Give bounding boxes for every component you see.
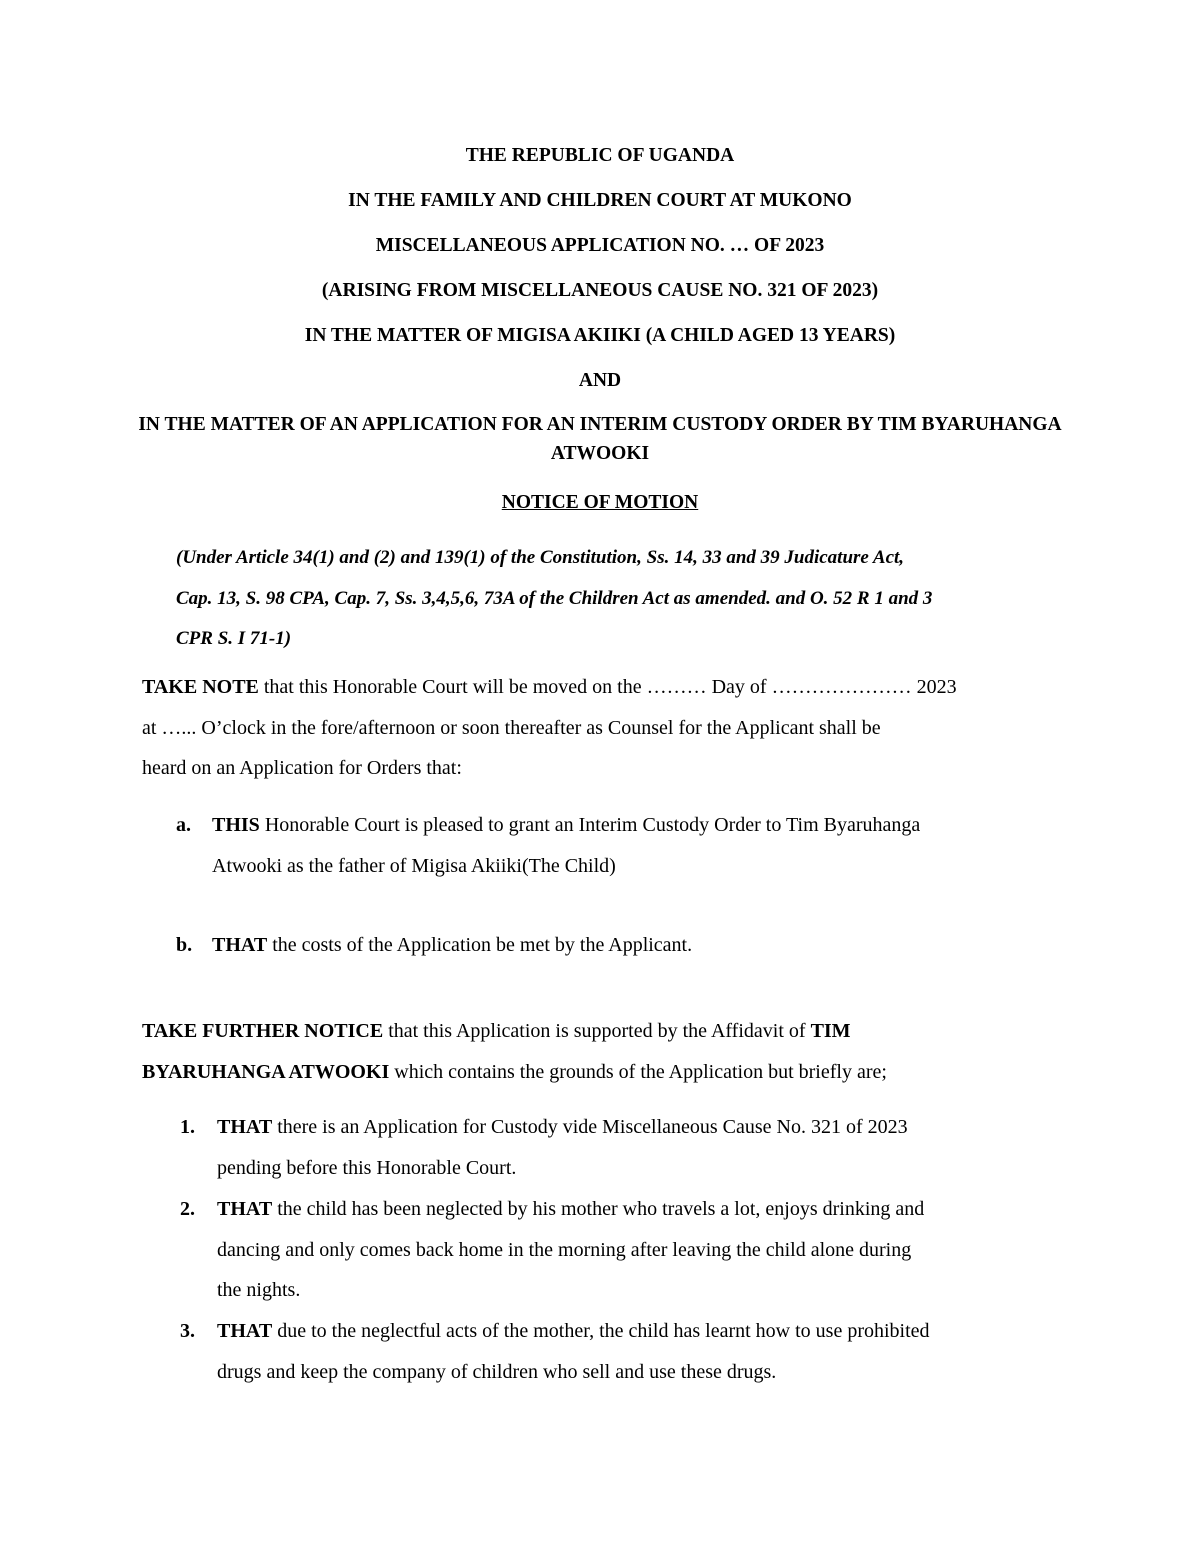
ground-line-1 (217, 1107, 1070, 1148)
ground-line-1 (217, 1311, 1070, 1352)
ground-content (217, 1107, 1070, 1188)
ground-marker: 3. (180, 1320, 195, 1342)
order-text-1: Honorable Court is pleased to grant an Interim Custody Order to Tim Byaruhanga (259, 814, 921, 836)
order-content (212, 925, 1066, 966)
ground-line-1 (217, 1189, 1070, 1230)
ground-line-2: drugs and keep the company of children who sell and use these drugs. (217, 1360, 777, 1383)
order-item-b (176, 925, 1066, 966)
further-notice-lead: TAKE FURTHER NOTICE (142, 1020, 384, 1042)
applicant-name-part-1: TIM (810, 1020, 851, 1042)
ground-marker: 1. (180, 1116, 195, 1138)
ground-lead: THAT (217, 1198, 273, 1220)
take-note-paragraph (142, 667, 1062, 789)
further-notice-text-1: that this Application is supported by the Affidavit of (383, 1020, 811, 1042)
order-text-1: the costs of the Application be met by the Applicant. (267, 934, 693, 956)
take-note-text-1: that this Honorable Court will be moved on the ……… Day of ………………… 2023 (258, 676, 957, 698)
ground-content (217, 1311, 1070, 1392)
applicant-name-part-2: BYARUHANGA ATWOOKI (142, 1060, 390, 1083)
order-marker: b. (176, 934, 193, 956)
ground-lead: THAT (217, 1320, 273, 1342)
ground-text-1: due to the neglectful acts of the mother, the child has learnt how to use prohibited (272, 1320, 930, 1342)
further-notice-line-1 (142, 1011, 1062, 1052)
header-application-no: MISCELLANEOUS APPLICATION NO. … OF 2023 (375, 235, 825, 256)
header-republic: THE REPUBLIC OF UGANDA (465, 145, 735, 166)
header-court: IN THE FAMILY AND CHILDREN COURT AT MUKONO (348, 190, 852, 211)
ground-line-2: pending before this Honorable Court. (217, 1156, 517, 1179)
order-item-a (176, 805, 1066, 886)
order-lead: THAT (212, 934, 268, 956)
authority-line-1: (Under Article 34(1) and (2) and 139(1) of the Constitution, Ss. 14, 33 and 39 Judicature Act, (176, 547, 905, 568)
take-note-line-1 (142, 667, 1062, 708)
ground-line-3: the nights. (217, 1279, 301, 1301)
ground-item-2 (180, 1189, 1070, 1311)
ground-lead: THAT (217, 1116, 273, 1138)
ground-text-1: the child has been neglected by his mother who travels a lot, enjoys drinking and (272, 1198, 925, 1220)
ground-marker: 2. (180, 1198, 195, 1220)
order-line-2: Atwooki as the father of Migisa Akiiki(The Child) (212, 854, 616, 877)
header-matter-child: IN THE MATTER OF MIGISA AKIIKI (A CHILD AGED 13 YEARS) (304, 325, 896, 346)
take-note-line-2: at …... O’clock in the fore/afternoon or soon thereafter as Counsel for the Applicant shall be (142, 716, 881, 739)
further-notice-paragraph (142, 1011, 1062, 1092)
authority-line-3: CPR S. I 71-1) (176, 628, 292, 649)
order-content (212, 805, 1066, 886)
ground-line-2: dancing and only comes back home in the morning after leaving the child alone during (217, 1238, 912, 1261)
order-line-1 (212, 925, 1066, 966)
further-notice-line-2 (142, 1052, 1062, 1093)
order-marker: a. (176, 814, 191, 836)
authority-citation (176, 538, 1076, 660)
take-note-line-3: heard on an Application for Orders that: (142, 757, 462, 779)
ground-content (217, 1189, 1070, 1311)
authority-line-2: Cap. 13, S. 98 CPA, Cap. 7, Ss. 3,4,5,6, 73A of the Children Act as amended. and O. 52 R 1 and 3 (176, 587, 933, 609)
further-notice-text-2: which contains the grounds of the Application but briefly are; (389, 1060, 887, 1083)
header-arising-from: (ARISING FROM MISCELLANEOUS CAUSE NO. 321 OF 2023) (321, 280, 879, 301)
header-and: AND (578, 370, 622, 391)
ground-item-1 (180, 1107, 1070, 1188)
order-line-1 (212, 805, 1066, 846)
header-matter-application: IN THE MATTER OF AN APPLICATION FOR AN INTERIM CUSTODY ORDER BY TIM BYARUHANGA ATWOOKI (138, 414, 1062, 464)
ground-text-1: there is an Application for Custody vide Miscellaneous Cause No. 321 of 2023 (272, 1116, 908, 1138)
document-title: NOTICE OF MOTION (501, 492, 699, 513)
take-note-lead: TAKE NOTE (142, 676, 259, 698)
ground-item-3 (180, 1311, 1070, 1392)
order-lead: THIS (212, 814, 260, 836)
